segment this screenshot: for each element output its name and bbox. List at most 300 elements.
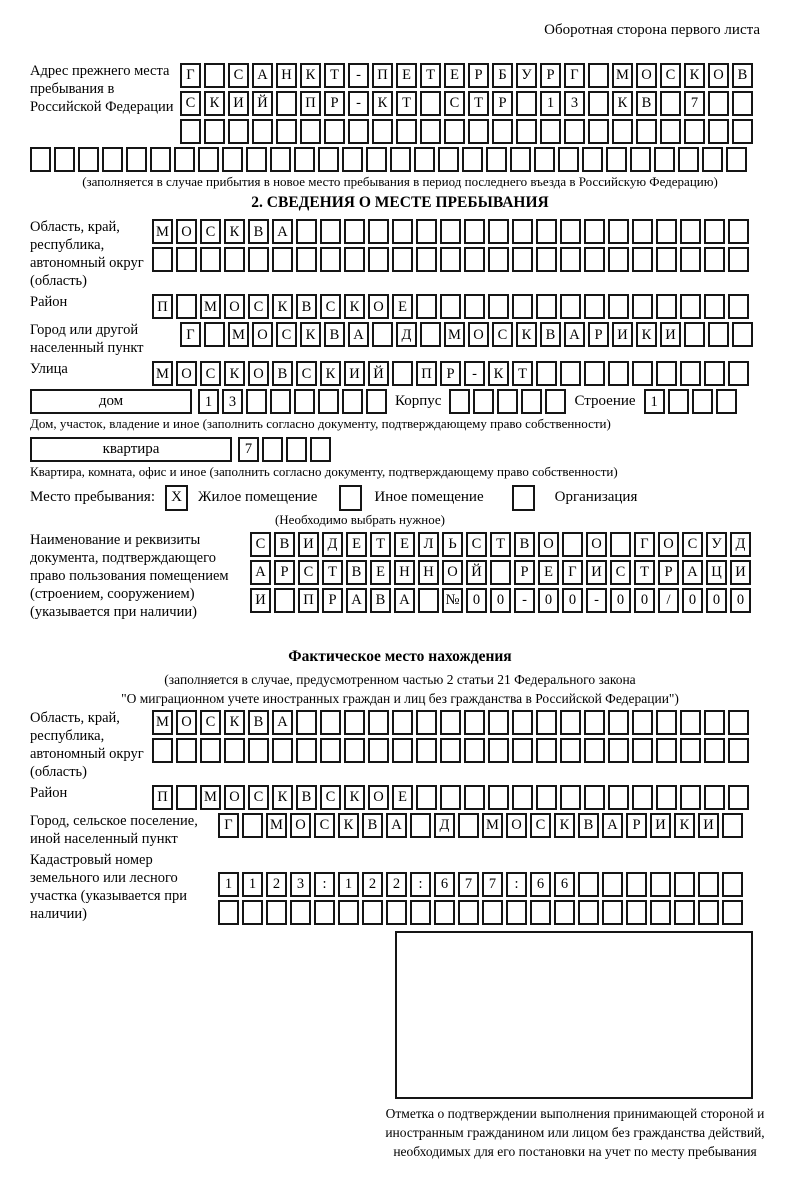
char-cell	[294, 147, 315, 172]
char-cell	[560, 294, 581, 319]
char-cell: 0	[490, 588, 511, 613]
char-cell: :	[314, 872, 335, 897]
char-cell: К	[344, 785, 365, 810]
char-cell	[224, 738, 245, 763]
char-cell: А	[252, 63, 273, 88]
char-cell	[488, 247, 509, 272]
char-cell	[222, 147, 243, 172]
char-cell: В	[324, 322, 345, 347]
char-cell: И	[612, 322, 633, 347]
char-cell: В	[514, 532, 535, 557]
char-cell	[636, 119, 657, 144]
char-cell: Д	[730, 532, 751, 557]
char-cell	[392, 710, 413, 735]
option-inoe-label: Иное помещение	[374, 489, 484, 506]
char-cell	[584, 785, 605, 810]
char-cell: В	[296, 294, 317, 319]
char-cell: Й	[368, 361, 389, 386]
fact-location-title: Фактическое место нахождения	[288, 647, 512, 665]
char-cell: У	[516, 63, 537, 88]
char-cell: Г	[180, 63, 201, 88]
char-cell: О	[368, 785, 389, 810]
char-cell: В	[346, 560, 367, 585]
char-cell: О	[658, 532, 679, 557]
char-cell	[180, 119, 201, 144]
char-cell: 7	[238, 437, 259, 462]
char-cell	[152, 247, 173, 272]
char-cell: 0	[466, 588, 487, 613]
char-cell: С	[444, 91, 465, 116]
char-cell	[560, 219, 581, 244]
s2-raion-row	[152, 294, 749, 319]
char-cell: А	[272, 219, 293, 244]
char-cell	[608, 247, 629, 272]
char-cell	[30, 147, 51, 172]
char-cell	[338, 900, 359, 925]
char-cell	[276, 91, 297, 116]
prev-address-label: Адрес прежнего места пребывания в Российской Федерации	[30, 63, 174, 115]
char-cell: К	[224, 219, 245, 244]
char-cell	[366, 389, 387, 414]
char-cell: 6	[530, 872, 551, 897]
char-cell	[488, 219, 509, 244]
char-cell: Е	[370, 560, 391, 585]
char-cell: О	[708, 63, 729, 88]
char-cell	[728, 361, 749, 386]
char-cell: П	[300, 91, 321, 116]
char-cell: О	[176, 361, 197, 386]
char-cell	[704, 785, 725, 810]
char-cell	[680, 361, 701, 386]
char-cell	[716, 389, 737, 414]
char-cell: И	[586, 560, 607, 585]
char-cell	[266, 900, 287, 925]
char-cell: П	[298, 588, 319, 613]
char-cell: У	[706, 532, 727, 557]
char-cell	[300, 119, 321, 144]
char-cell: 1	[242, 872, 263, 897]
char-cell	[680, 785, 701, 810]
char-cell: В	[636, 91, 657, 116]
char-cell: М	[152, 361, 173, 386]
char-cell	[722, 813, 743, 838]
char-cell: 2	[362, 872, 383, 897]
char-cell	[630, 147, 651, 172]
char-cell: И	[660, 322, 681, 347]
char-cell: 1	[198, 389, 219, 414]
char-cell	[242, 900, 263, 925]
char-cell: Г	[218, 813, 239, 838]
char-cell: В	[274, 532, 295, 557]
char-cell	[656, 738, 677, 763]
char-cell: Р	[468, 63, 489, 88]
stroenie-label: Строение	[574, 393, 636, 410]
char-cell: М	[152, 219, 173, 244]
char-cell	[698, 900, 719, 925]
char-cell	[536, 294, 557, 319]
dom-note: Дом, участок, владение и иное (заполнить согласно документу, подтверждающему право собственности)	[30, 416, 611, 432]
char-cell: 0	[634, 588, 655, 613]
char-cell	[536, 219, 557, 244]
char-cell	[660, 119, 681, 144]
char-cell	[368, 738, 389, 763]
char-cell	[545, 389, 566, 414]
char-cell	[536, 738, 557, 763]
char-cell	[176, 738, 197, 763]
char-cell: Г	[634, 532, 655, 557]
char-cell: С	[228, 63, 249, 88]
char-cell: М	[228, 322, 249, 347]
char-cell	[464, 219, 485, 244]
char-cell	[608, 710, 629, 735]
char-cell	[656, 785, 677, 810]
char-cell	[674, 872, 695, 897]
char-cell	[204, 322, 225, 347]
char-cell	[344, 247, 365, 272]
char-cell: №	[442, 588, 463, 613]
char-cell	[488, 294, 509, 319]
char-cell	[368, 710, 389, 735]
char-cell	[512, 738, 533, 763]
char-cell: Т	[322, 560, 343, 585]
char-cell: М	[152, 710, 173, 735]
char-cell: М	[200, 785, 221, 810]
char-cell	[296, 738, 317, 763]
char-cell	[270, 147, 291, 172]
char-cell	[486, 147, 507, 172]
char-cell	[318, 147, 339, 172]
char-cell	[584, 219, 605, 244]
char-cell: Й	[466, 560, 487, 585]
char-cell	[174, 147, 195, 172]
char-cell: Р	[540, 63, 561, 88]
char-cell	[708, 322, 729, 347]
char-cell: П	[152, 785, 173, 810]
char-cell	[286, 437, 307, 462]
s3-raion-label: Район	[30, 784, 68, 801]
char-cell: О	[176, 710, 197, 735]
char-cell: Ь	[442, 532, 463, 557]
char-cell	[150, 147, 171, 172]
char-cell: К	[338, 813, 359, 838]
char-cell	[440, 294, 461, 319]
char-cell	[488, 738, 509, 763]
char-cell	[176, 247, 197, 272]
char-cell: П	[152, 294, 173, 319]
option-zhiloe-label: Жилое помещение	[198, 489, 318, 506]
char-cell	[274, 588, 295, 613]
char-cell	[608, 361, 629, 386]
char-cell	[440, 710, 461, 735]
char-cell	[296, 710, 317, 735]
char-cell: С	[200, 361, 221, 386]
char-cell	[440, 785, 461, 810]
char-cell: В	[578, 813, 599, 838]
char-cell	[200, 738, 221, 763]
char-cell: Г	[564, 63, 585, 88]
confirmation-stamp-note: Отметка о подтверждении выполнения принимающей стороной и иностранным гражданином или лицом без гражданства действий, необходимых для его постановки на учет по месту пребывания	[385, 1105, 765, 1159]
s2-dom-row	[30, 389, 770, 414]
char-cell	[440, 247, 461, 272]
char-cell: И	[730, 560, 751, 585]
fact-location-note-1: (заполняется в случае, предусмотренном частью 2 статьи 21 Федерального закона	[164, 671, 636, 687]
char-cell: С	[180, 91, 201, 116]
kadastr-block	[30, 852, 770, 925]
prev-address-row-2	[180, 91, 753, 116]
page-side-label: Оборотная сторона первого листа	[544, 22, 760, 38]
char-cell: Т	[396, 91, 417, 116]
char-cell	[521, 389, 542, 414]
char-cell	[276, 119, 297, 144]
char-cell	[512, 247, 533, 272]
char-cell: 0	[562, 588, 583, 613]
char-cell	[632, 219, 653, 244]
char-cell: И	[250, 588, 271, 613]
char-cell: М	[266, 813, 287, 838]
char-cell: С	[248, 785, 269, 810]
s3-gorod-block	[30, 813, 770, 849]
char-cell	[534, 147, 555, 172]
char-cell: Е	[394, 532, 415, 557]
char-cell: 0	[538, 588, 559, 613]
char-cell	[224, 247, 245, 272]
char-cell	[344, 738, 365, 763]
char-cell: В	[248, 219, 269, 244]
char-cell: С	[296, 361, 317, 386]
char-cell: А	[394, 588, 415, 613]
char-cell	[506, 900, 527, 925]
char-cell	[420, 91, 441, 116]
char-cell: О	[224, 785, 245, 810]
char-cell	[362, 900, 383, 925]
char-cell: А	[602, 813, 623, 838]
char-cell	[704, 294, 725, 319]
char-cell	[418, 588, 439, 613]
char-cell: М	[612, 63, 633, 88]
char-cell	[722, 872, 743, 897]
char-cell	[252, 119, 273, 144]
char-cell	[612, 119, 633, 144]
char-cell	[200, 247, 221, 272]
char-cell	[464, 247, 485, 272]
char-cell	[650, 900, 671, 925]
char-cell: 2	[386, 872, 407, 897]
char-cell: К	[224, 361, 245, 386]
char-cell	[582, 147, 603, 172]
char-cell: В	[540, 322, 561, 347]
char-cell	[372, 322, 393, 347]
char-cell	[698, 872, 719, 897]
char-cell: О	[290, 813, 311, 838]
char-cell: 6	[434, 872, 455, 897]
char-cell: К	[272, 785, 293, 810]
char-cell: К	[684, 63, 705, 88]
char-cell	[684, 119, 705, 144]
char-cell: :	[506, 872, 527, 897]
char-cell	[464, 294, 485, 319]
char-cell: Р	[322, 588, 343, 613]
char-cell: Р	[324, 91, 345, 116]
char-cell	[410, 900, 431, 925]
char-cell	[296, 219, 317, 244]
char-cell: С	[320, 294, 341, 319]
char-cell: И	[650, 813, 671, 838]
char-cell	[632, 785, 653, 810]
char-cell	[732, 322, 753, 347]
char-cell	[176, 294, 197, 319]
char-cell: А	[682, 560, 703, 585]
char-cell	[458, 900, 479, 925]
char-cell	[678, 147, 699, 172]
char-cell	[488, 785, 509, 810]
s3-oblast-row-1	[152, 710, 749, 735]
char-cell: 1	[644, 389, 665, 414]
char-cell	[512, 219, 533, 244]
char-cell	[560, 247, 581, 272]
checkbox-organizatsiya	[512, 485, 535, 511]
char-cell: Р	[588, 322, 609, 347]
char-cell: 0	[730, 588, 751, 613]
char-cell: В	[362, 813, 383, 838]
char-cell: С	[200, 219, 221, 244]
char-cell	[668, 389, 689, 414]
char-cell	[294, 389, 315, 414]
char-cell: 7	[684, 91, 705, 116]
s2-ulitsa-label: Улица	[30, 361, 68, 378]
char-cell: С	[492, 322, 513, 347]
char-cell	[704, 738, 725, 763]
char-cell	[608, 738, 629, 763]
section2-title: 2. СВЕДЕНИЯ О МЕСТЕ ПРЕБЫВАНИЯ	[251, 194, 549, 212]
char-cell: Й	[252, 91, 273, 116]
char-cell	[680, 294, 701, 319]
char-cell	[732, 91, 753, 116]
char-cell	[564, 119, 585, 144]
char-cell	[654, 147, 675, 172]
char-cell	[704, 247, 725, 272]
char-cell: Д	[396, 322, 417, 347]
s2-oblast-row-2	[152, 247, 749, 272]
char-cell: Т	[420, 63, 441, 88]
char-cell	[272, 738, 293, 763]
char-cell	[584, 710, 605, 735]
char-cell: А	[346, 588, 367, 613]
char-cell	[392, 361, 413, 386]
char-cell	[366, 147, 387, 172]
char-cell	[554, 900, 575, 925]
char-cell	[462, 147, 483, 172]
char-cell	[626, 900, 647, 925]
char-cell: 1	[338, 872, 359, 897]
char-cell: Л	[418, 532, 439, 557]
char-cell: И	[344, 361, 365, 386]
place-type-note: (Необходимо выбрать нужное)	[274, 511, 446, 527]
char-cell	[536, 361, 557, 386]
doc-row-2	[250, 560, 751, 585]
char-cell: -	[348, 91, 369, 116]
char-cell	[632, 710, 653, 735]
char-cell	[692, 389, 713, 414]
char-cell	[449, 389, 470, 414]
char-cell	[78, 147, 99, 172]
s2-oblast-row-1	[152, 219, 749, 244]
s3-oblast-label: Область, край, республика, автономный округ (область)	[30, 709, 144, 780]
s3-gorod-label: Город, сельское поселение, иной населенный пункт	[30, 812, 198, 847]
char-cell: П	[416, 361, 437, 386]
char-cell: К	[300, 322, 321, 347]
kvartira-cells	[238, 437, 331, 462]
char-cell: Б	[492, 63, 513, 88]
char-cell	[650, 872, 671, 897]
char-cell: О	[176, 219, 197, 244]
prev-address-block	[30, 63, 770, 144]
s2-gorod-row	[180, 322, 753, 347]
char-cell: -	[514, 588, 535, 613]
char-cell: С	[466, 532, 487, 557]
char-cell: Р	[274, 560, 295, 585]
char-cell	[228, 119, 249, 144]
char-cell	[656, 219, 677, 244]
char-cell	[516, 119, 537, 144]
char-cell	[704, 361, 725, 386]
char-cell	[516, 91, 537, 116]
char-cell: Т	[370, 532, 391, 557]
char-cell	[608, 219, 629, 244]
char-cell	[558, 147, 579, 172]
char-cell: 3	[564, 91, 585, 116]
char-cell: О	[368, 294, 389, 319]
char-cell: К	[372, 91, 393, 116]
char-cell: Н	[418, 560, 439, 585]
char-cell	[728, 294, 749, 319]
char-cell: А	[348, 322, 369, 347]
char-cell	[512, 294, 533, 319]
s2-oblast-rows	[152, 219, 749, 272]
char-cell	[458, 813, 479, 838]
char-cell	[416, 247, 437, 272]
char-cell: В	[296, 785, 317, 810]
s3-oblast-rows	[152, 710, 749, 763]
char-cell	[396, 119, 417, 144]
char-cell: С	[298, 560, 319, 585]
char-cell	[704, 710, 725, 735]
char-cell	[530, 900, 551, 925]
char-cell: Т	[490, 532, 511, 557]
confirmation-stamp-box	[395, 931, 753, 1099]
char-cell	[392, 247, 413, 272]
char-cell: Ц	[706, 560, 727, 585]
char-cell: М	[482, 813, 503, 838]
char-cell	[482, 900, 503, 925]
s3-oblast-row-2	[152, 738, 749, 763]
korpus-cells	[449, 389, 566, 414]
char-cell	[560, 361, 581, 386]
char-cell	[416, 294, 437, 319]
char-cell	[390, 147, 411, 172]
doc-row-1	[250, 532, 751, 557]
char-cell: 7	[482, 872, 503, 897]
place-type-label: Место пребывания:	[30, 489, 155, 506]
char-cell	[512, 785, 533, 810]
char-cell: М	[200, 294, 221, 319]
s2-oblast-label: Область, край, республика, автономный округ (область)	[30, 219, 144, 290]
kvartira-box: квартира	[30, 437, 232, 462]
char-cell	[324, 119, 345, 144]
char-cell: К	[224, 710, 245, 735]
char-cell	[632, 361, 653, 386]
char-cell	[656, 710, 677, 735]
char-cell: 6	[554, 872, 575, 897]
